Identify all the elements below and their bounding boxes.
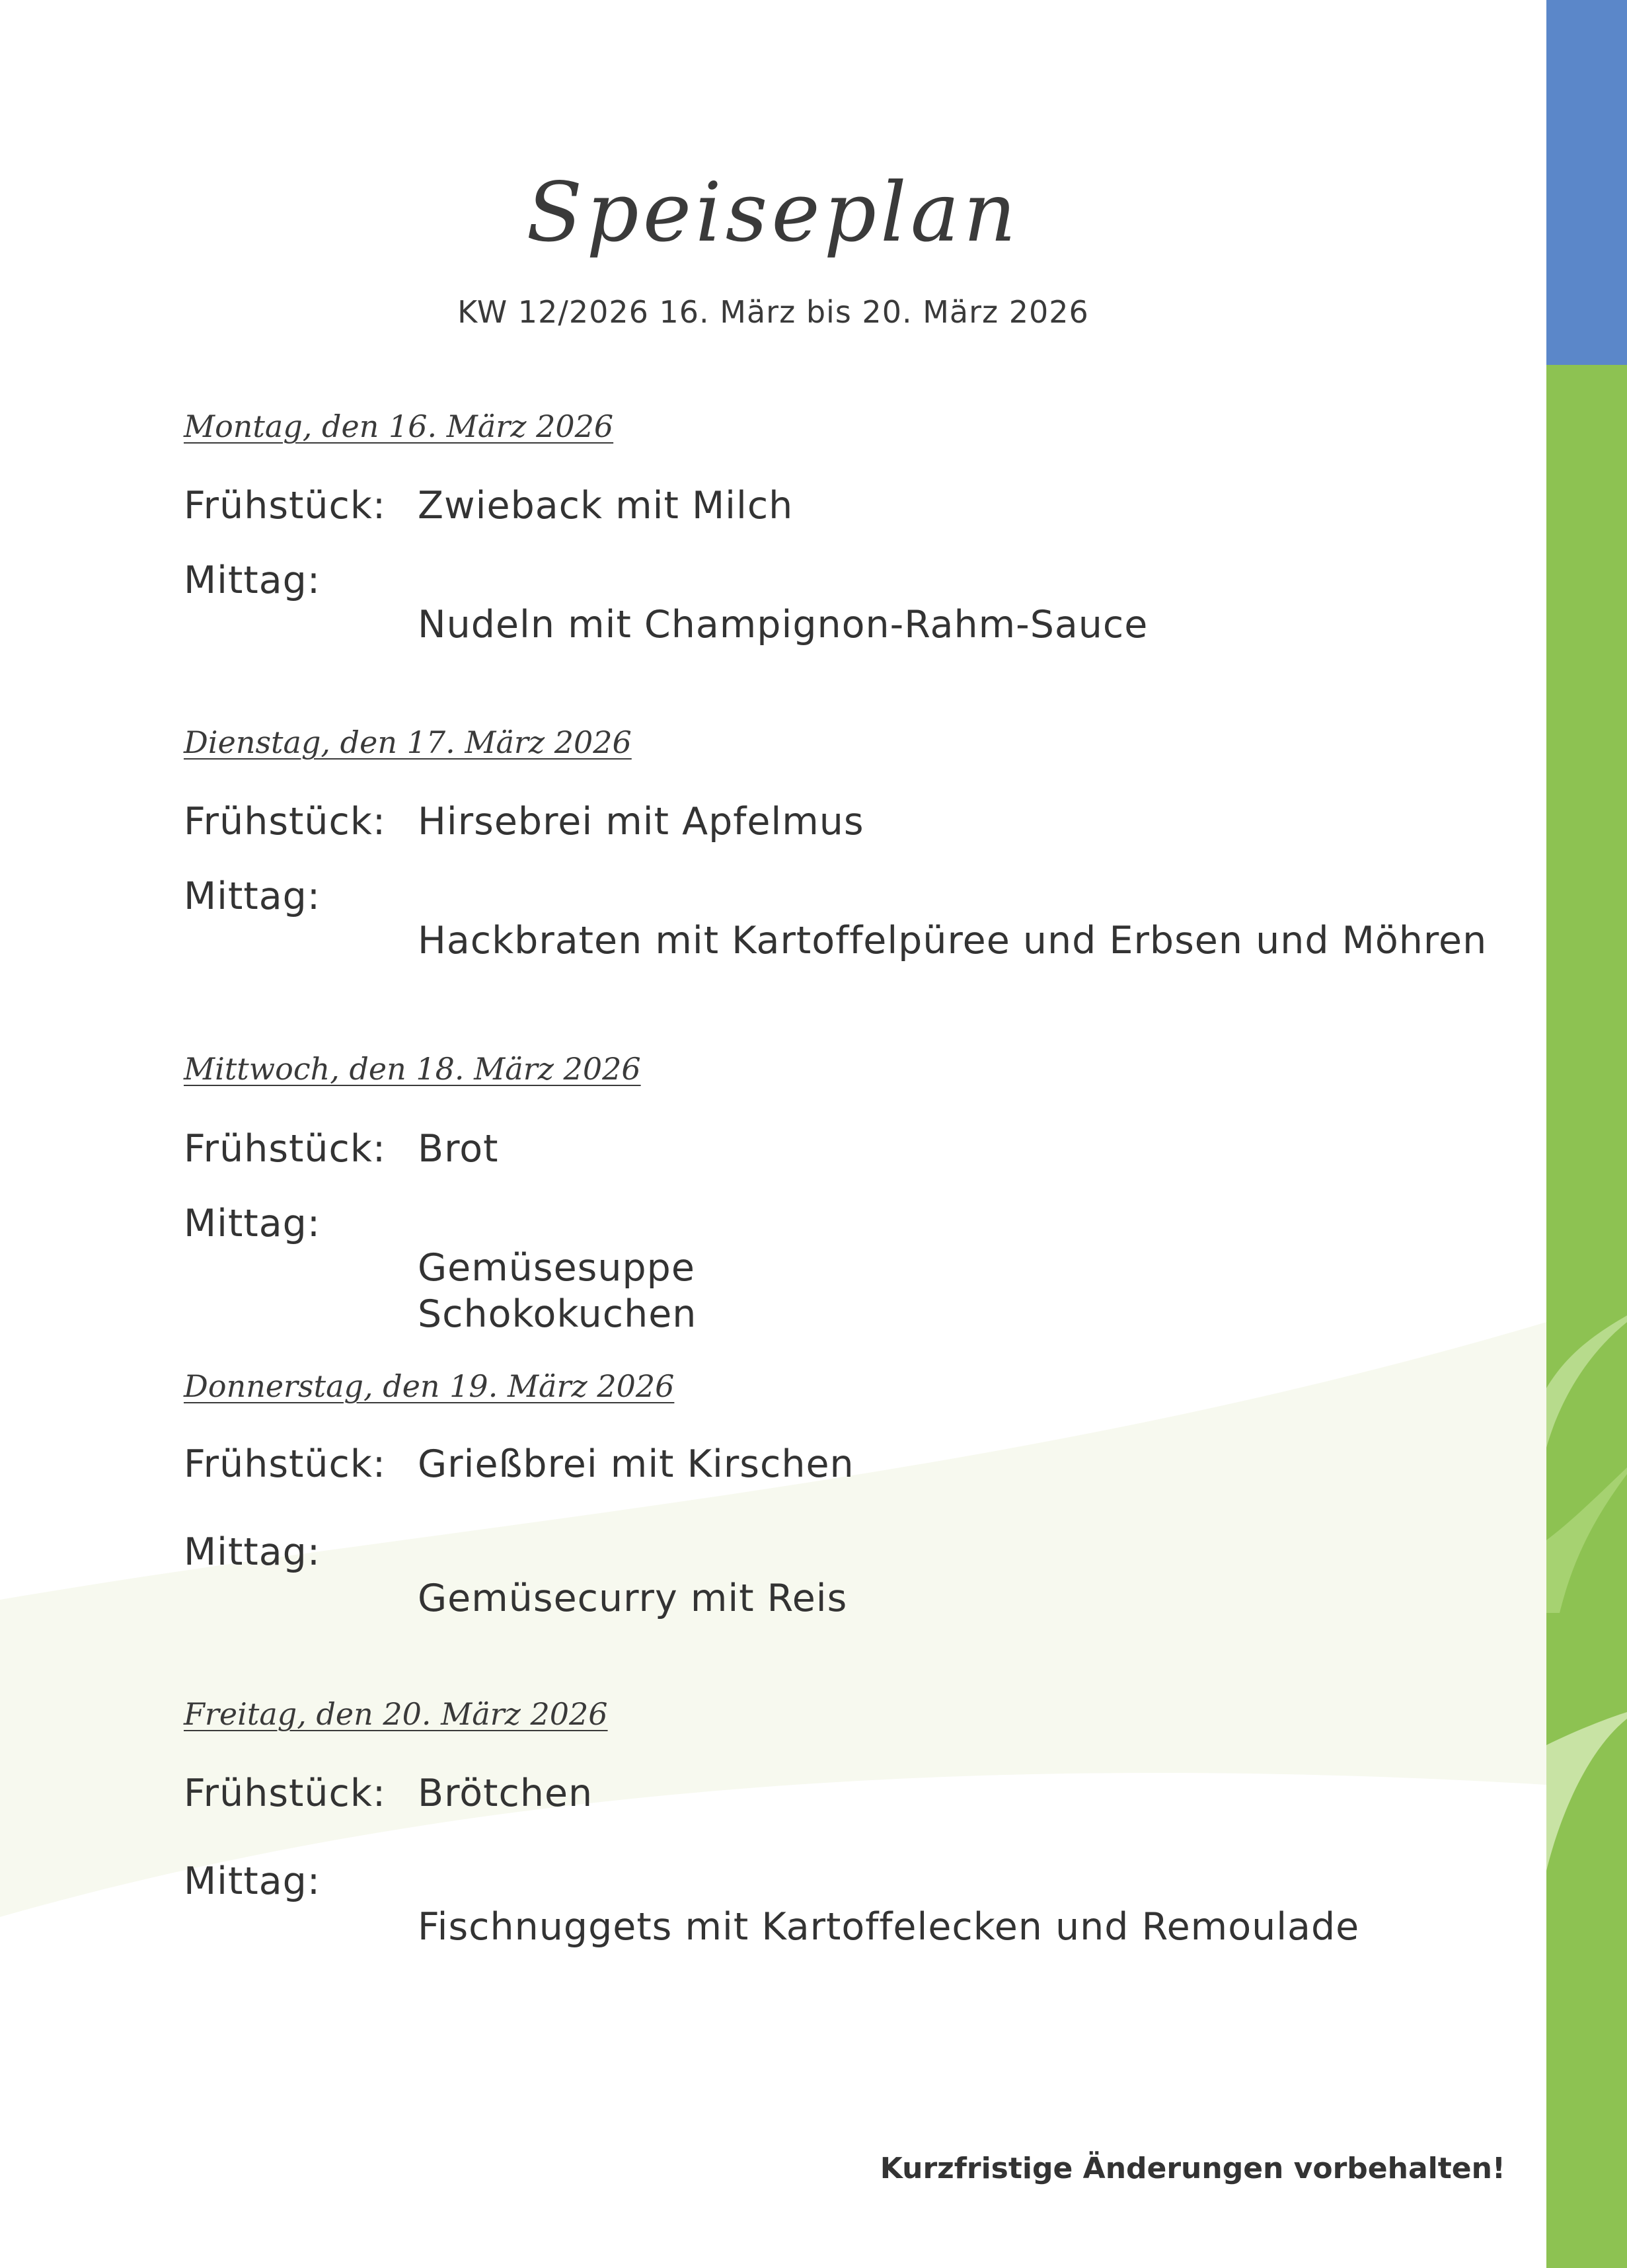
day-heading-friday: Freitag, den 20. März 2026 <box>184 1696 608 1732</box>
week-subtitle: KW 12/2026 16. März bis 20. März 2026 <box>457 294 1089 330</box>
footer-note: Kurzfristige Änderungen vorbehalten! <box>880 2152 1505 2185</box>
lunch-label: Mittag: <box>184 1530 321 1574</box>
breakfast-dish: Zwieback mit Milch <box>418 484 794 528</box>
breakfast-label: Frühstück: <box>184 484 387 528</box>
breakfast-dish: Hirsebrei mit Apfelmus <box>418 800 864 843</box>
lunch-label: Mittag: <box>184 1859 321 1903</box>
side-stripe <box>1546 0 1627 2268</box>
breakfast-label: Frühstück: <box>184 1442 387 1486</box>
lunch-dish: Gemüsecurry mit Reis <box>418 1577 848 1620</box>
breakfast-dish: Brot <box>418 1127 499 1171</box>
lunch-label: Mittag: <box>184 559 321 602</box>
day-heading-monday: Montag, den 16. März 2026 <box>184 409 614 444</box>
breakfast-label: Frühstück: <box>184 800 387 843</box>
lunch-label: Mittag: <box>184 1202 321 1245</box>
lunch-dish: Schokokuchen <box>418 1292 697 1336</box>
page-title: Speiseplan <box>526 165 1020 260</box>
stripe-green <box>1546 365 1627 2268</box>
lunch-dish: Fischnuggets mit Kartoffelecken und Remoulade <box>418 1905 1360 1949</box>
breakfast-dish: Brötchen <box>418 1772 593 1815</box>
day-heading-wednesday: Mittwoch, den 18. März 2026 <box>184 1051 641 1087</box>
breakfast-dish: Grießbrei mit Kirschen <box>418 1442 854 1486</box>
lunch-dish: Nudeln mit Champignon-Rahm-Sauce <box>418 603 1149 646</box>
lunch-dish: Gemüsesuppe <box>418 1246 695 1290</box>
breakfast-label: Frühstück: <box>184 1127 387 1171</box>
day-heading-thursday: Donnerstag, den 19. März 2026 <box>184 1368 675 1404</box>
stripe-blue <box>1546 0 1627 365</box>
lunch-dish: Hackbraten mit Kartoffelpüree und Erbsen und Möhren <box>418 919 1488 962</box>
lunch-label: Mittag: <box>184 875 321 918</box>
breakfast-label: Frühstück: <box>184 1772 387 1815</box>
day-heading-tuesday: Dienstag, den 17. März 2026 <box>184 724 632 760</box>
